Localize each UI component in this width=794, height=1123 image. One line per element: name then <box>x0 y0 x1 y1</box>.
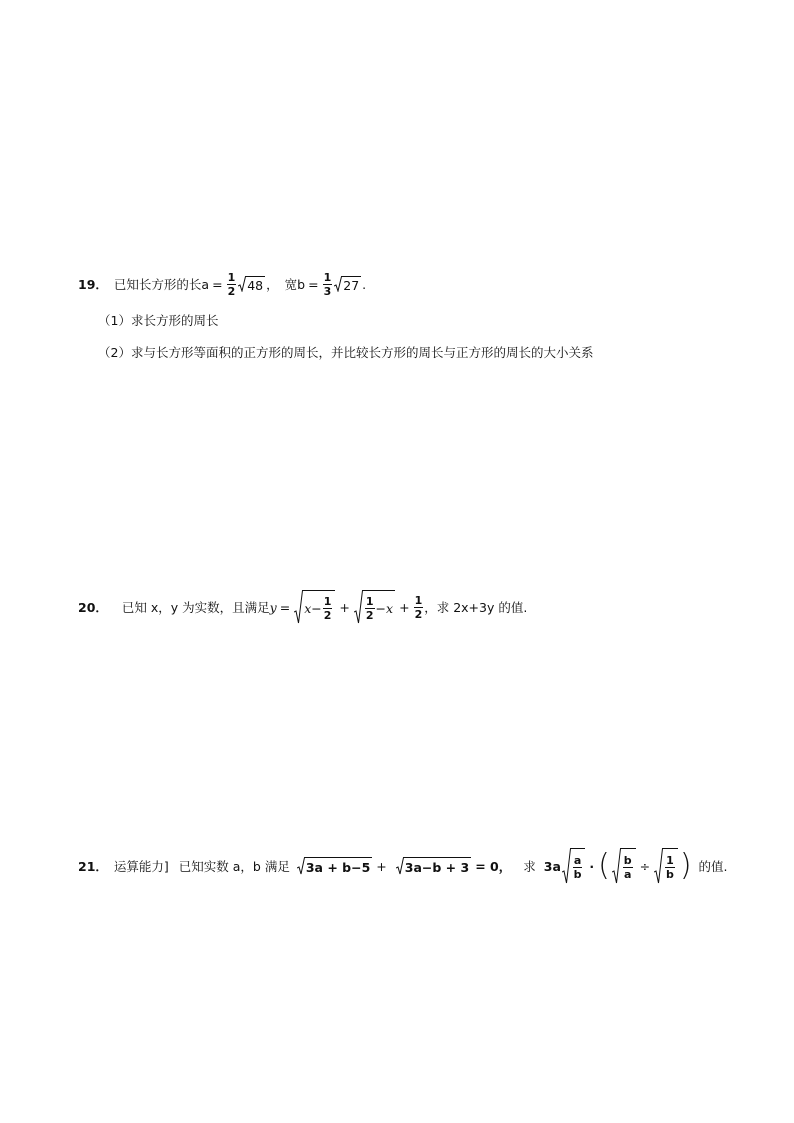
divide-sign: ÷ <box>639 858 651 874</box>
denominator: b <box>573 867 582 881</box>
numerator: 1 <box>414 593 423 607</box>
radicand <box>363 590 395 624</box>
width-label: 宽 <box>284 277 298 292</box>
plus-sign: + <box>376 858 387 874</box>
radicand: 3a−b + 3 <box>404 857 471 875</box>
fraction-one-third <box>323 272 333 297</box>
fraction-one-half <box>323 596 333 621</box>
numerator: 1 <box>323 270 332 284</box>
question-text-suffix: ，求 2x+3y 的值. <box>424 600 528 615</box>
numerator: 1 <box>227 270 236 284</box>
fraction-one-half <box>414 595 424 620</box>
numerator: b <box>623 853 632 867</box>
minus-sign: − <box>311 600 322 616</box>
question-number: 20． <box>78 600 108 615</box>
width-formula <box>297 272 366 297</box>
fraction-one-half <box>365 596 375 621</box>
equals-sign: = <box>279 599 291 615</box>
denominator: a <box>624 867 632 881</box>
radicand <box>303 590 335 624</box>
radicand <box>621 848 636 884</box>
sqrt-expression-1 <box>297 857 372 875</box>
sub-question-text: （1）求长方形的周长 <box>98 313 219 328</box>
sub-question-text: （2）求与长方形等面积的正方形的周长，并比较长方形的周长与正方形的周长的大小关系 <box>98 345 594 360</box>
fraction-a-over-b <box>573 855 582 880</box>
denominator: 2 <box>227 284 236 298</box>
sqrt-b-over-a <box>612 848 636 884</box>
numerator: 1 <box>666 853 674 867</box>
sqrt-a-over-b <box>562 848 585 884</box>
question-number: 21． <box>78 859 108 874</box>
fraction-one-half <box>227 272 237 297</box>
variable-x: x <box>304 600 312 616</box>
sqrt-27 <box>334 276 361 293</box>
period: . <box>362 276 367 292</box>
radicand: 3a + b−5 <box>305 857 372 875</box>
question-19-stem <box>78 266 366 302</box>
sqrt-48 <box>238 276 265 293</box>
question-19-part-1 <box>98 311 218 329</box>
sqrt-expression-2 <box>396 857 471 875</box>
fraction-one-over-b <box>665 855 675 880</box>
variable-x: x <box>386 600 394 616</box>
right-paren: ) <box>679 848 692 883</box>
category-tag: 运算能力] <box>113 859 169 874</box>
denominator: b <box>666 867 674 881</box>
equals-zero: = 0， <box>475 859 512 874</box>
radicand: 48 <box>247 277 264 293</box>
left-paren: ( <box>598 848 610 883</box>
radicand <box>663 848 678 884</box>
target-expression <box>544 848 693 884</box>
ask-text: 求 <box>523 859 536 874</box>
question-text: 已知 x，y 为实数，且满足 <box>121 600 270 615</box>
coefficient: 3a <box>543 858 561 874</box>
sqrt-x-minus-half <box>294 590 335 624</box>
question-text-suffix: 的值. <box>698 859 728 874</box>
denominator: 2 <box>414 607 423 621</box>
question-21-stem <box>78 844 728 888</box>
question-number: 19． <box>78 277 108 292</box>
plus-sign: + <box>339 599 350 615</box>
variable-b: b <box>297 276 306 292</box>
denominator: 2 <box>323 608 332 622</box>
variable-a: a <box>201 276 210 292</box>
length-formula <box>201 272 266 297</box>
radicand: 27 <box>343 277 360 293</box>
radicand <box>571 848 585 884</box>
sqrt-one-over-b <box>654 848 678 884</box>
multiply-dot: · <box>589 858 595 874</box>
variable-y: y <box>269 599 277 615</box>
question-20-stem <box>78 587 527 627</box>
question-text: 已知实数 a，b 满足 <box>178 859 290 874</box>
plus-sign: + <box>399 599 410 615</box>
question-text: 已知长方形的长 <box>113 277 202 292</box>
numerator: a <box>573 853 582 867</box>
separator: ， <box>266 277 279 292</box>
sqrt-half-minus-x <box>354 590 395 624</box>
fraction-b-over-a <box>623 855 633 880</box>
equation <box>270 590 425 624</box>
equals-sign: = <box>212 276 223 292</box>
equals-sign: = <box>308 276 319 292</box>
denominator: 3 <box>323 284 332 298</box>
denominator: 2 <box>365 608 374 622</box>
numerator: 1 <box>365 594 374 608</box>
question-19-part-2 <box>98 343 593 361</box>
minus-sign: − <box>375 600 387 616</box>
numerator: 1 <box>323 594 332 608</box>
